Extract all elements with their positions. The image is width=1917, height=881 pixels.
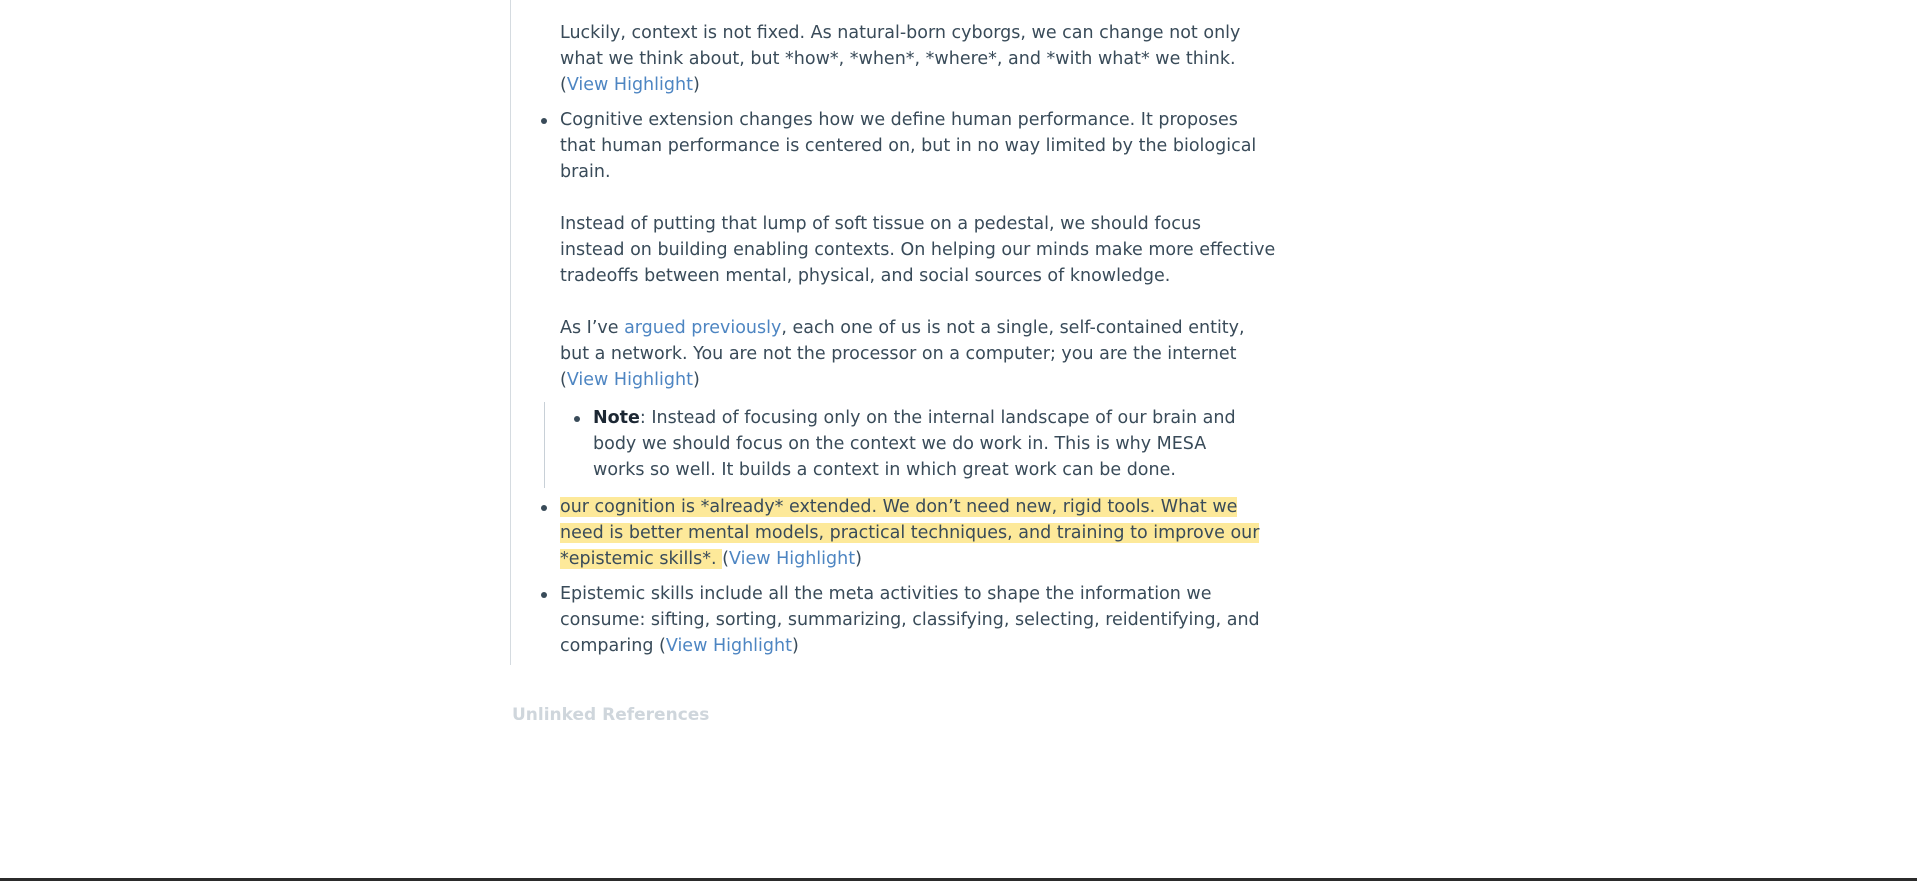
block-text-line: Luckily, context is not fixed. As natural-born cyborgs, we can change not only [560, 23, 1241, 43]
paren-open: ( [560, 370, 567, 390]
linked-references-column [510, 0, 1276, 665]
bullet-icon [541, 118, 547, 124]
highlighted-text: *epistemic skills*. [560, 549, 723, 569]
bullet-icon [541, 592, 547, 598]
block-text-line: Cognitive extension changes how we define human performance. It proposes [560, 110, 1238, 130]
block-text-line: Instead of putting that lump of soft tissue on a pedestal, we should focus [560, 214, 1202, 234]
highlight-block-cognitive-extension[interactable] [560, 107, 1276, 393]
text-span: , each one of us is not a single, self-contained entity, [781, 318, 1245, 338]
highlight-block-context[interactable] [560, 20, 1241, 98]
block-text-line [560, 520, 1260, 546]
block-text-line [560, 72, 1232, 98]
block-text-line: what we think about, but *how*, *when*, *where*, and *with what* we think. [560, 49, 1236, 69]
argued-previously-link[interactable]: argued previously [624, 318, 782, 338]
highlighted-text: need is better mental models, practical techniques, and training to improve our [560, 523, 1260, 543]
block-text-line: instead on building enabling contexts. On helping our minds make more effective [560, 240, 1276, 260]
highlight-block-epistemic-skills[interactable] [560, 581, 1260, 659]
bullet-icon [574, 416, 580, 422]
block-text-line: that human performance is centered on, but in no way limited by the biological [560, 136, 1257, 156]
paren-open: ( [560, 75, 567, 95]
note-block[interactable] [593, 405, 1236, 483]
text-span: : Instead of focusing only on the internal landscape of our brain and [639, 408, 1236, 428]
block-text-line: works so well. It builds a context in which great work can be done. [593, 460, 1176, 480]
block-text-line: consume: sifting, sorting, summarizing, classifying, selecting, reidentifying, and [560, 610, 1260, 630]
block-text-line [593, 405, 1236, 431]
block-text-line [560, 367, 1232, 393]
view-highlight-link[interactable]: View Highlight [729, 549, 856, 569]
block-text-line: Epistemic skills include all the meta activities to shape the information we [560, 584, 1212, 604]
paren-close: ) [692, 75, 700, 95]
block-text-line: brain. [560, 162, 611, 182]
view-highlight-link[interactable]: View Highlight [566, 75, 693, 95]
paren-close: ) [692, 370, 700, 390]
highlighted-text: our cognition is *already* extended. We don’t need new, rigid tools. What we [560, 497, 1238, 517]
block-text-line: body we should focus on the context we do work in. This is why MESA [593, 434, 1207, 454]
paren-open: ( [659, 636, 666, 656]
note-label: Note [593, 408, 640, 428]
view-highlight-link[interactable]: View Highlight [665, 636, 792, 656]
highlight-block-cognition-extended[interactable] [560, 494, 1260, 572]
block-text-line [560, 633, 1232, 659]
text-span: As I’ve [560, 318, 625, 338]
paren-close: ) [791, 636, 799, 656]
bullet-icon [541, 505, 547, 511]
paren-open: ( [722, 549, 729, 569]
block-text-line [560, 315, 1245, 341]
paren-close: ) [855, 549, 862, 569]
block-text-line: but a network. You are not the processor on a computer; you are the internet [560, 344, 1237, 364]
unlinked-references-toggle[interactable]: Unlinked References [512, 705, 710, 725]
block-text-line [560, 494, 1238, 520]
view-highlight-link[interactable]: View Highlight [566, 370, 693, 390]
block-text-line: tradeoffs between mental, physical, and social sources of knowledge. [560, 266, 1171, 286]
block-text-line [560, 546, 1232, 572]
text-span: comparing [560, 636, 660, 656]
